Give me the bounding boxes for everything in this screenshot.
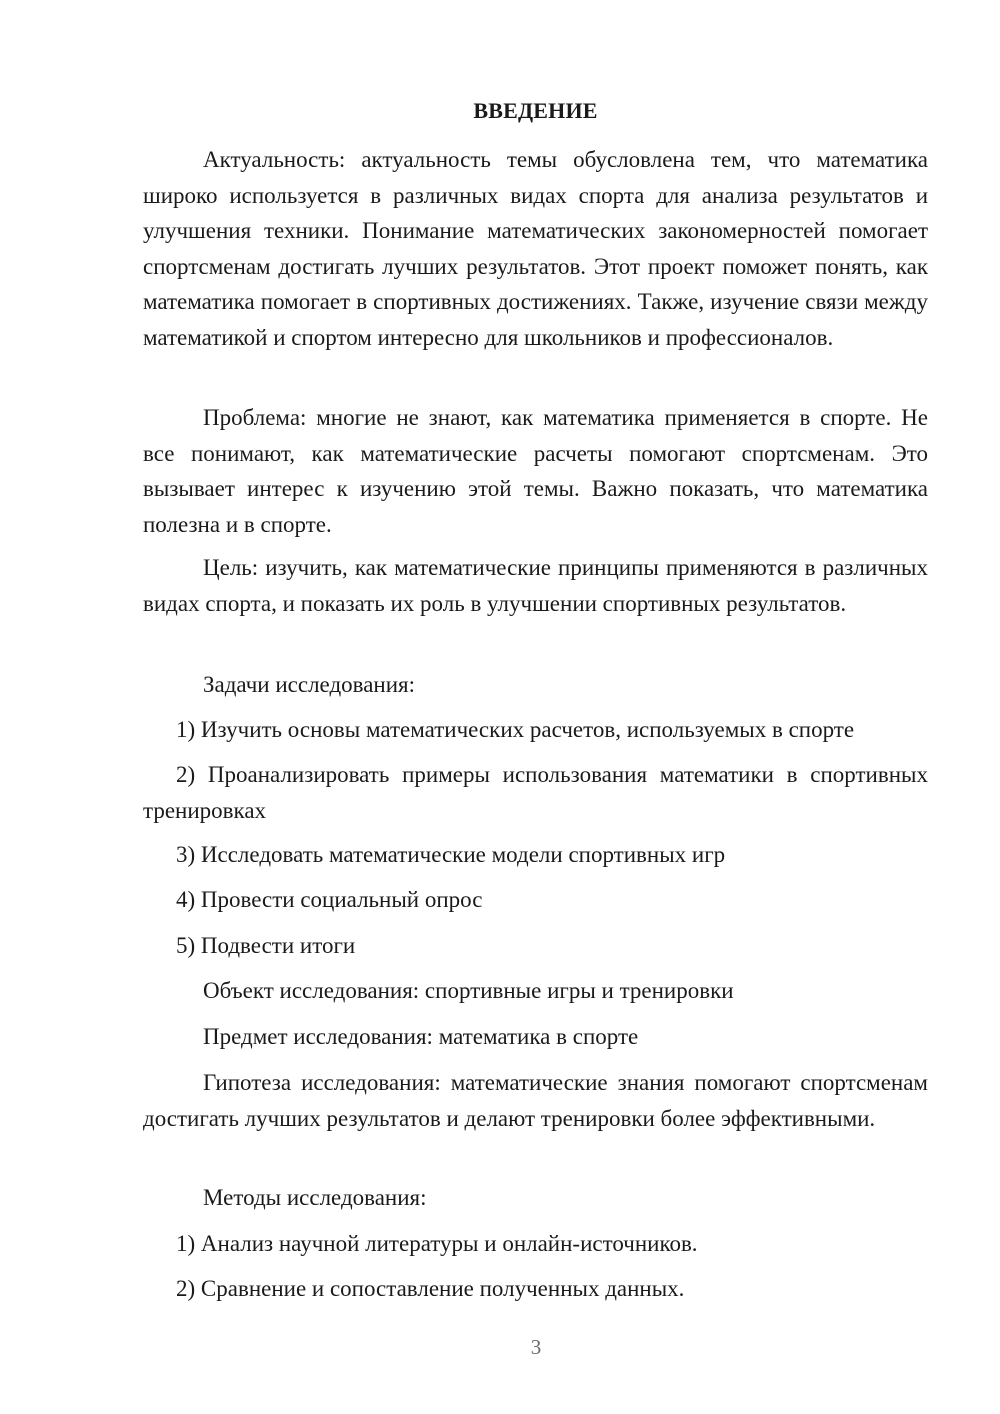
list-item-task-2: 2) Проанализировать примеры использования математики в спортивных тренировках xyxy=(143,762,928,823)
paragraph-subject: Предмет исследования: математика в спорте xyxy=(203,1024,639,1049)
paragraph-object: Объект исследования: спортивные игры и тренировки xyxy=(203,978,734,1003)
list-item-task-1: 1) Изучить основы математических расчетов, используемых в спорте xyxy=(176,717,855,742)
list-item-task-3: 3) Исследовать математические модели спортивных игр xyxy=(176,842,726,867)
page-number: 3 xyxy=(530,1335,542,1359)
list-item-method-1: 1) Анализ научной литературы и онлайн-источников. xyxy=(176,1231,698,1256)
paragraph-relevance: Актуальность: актуальность темы обусловлена тем, что математика широко используется в различных видах спорта для анализа результатов и улучшения техники. Понимание математических закономерностей помогает спортсменам достигать лучших результатов. Этот проект поможет понять, как математика помогает в спортивных достижениях. Также, изучение связи между математикой и спортом интересно для школьников и профессионалов. xyxy=(143,147,928,350)
list-item-task-4: 4) Провести социальный опрос xyxy=(176,887,483,912)
paragraph-methods-heading: Методы исследования: xyxy=(203,1185,427,1210)
list-item-method-2: 2) Сравнение и сопоставление полученных данных. xyxy=(176,1276,685,1301)
paragraph-tasks-heading: Задачи исследования: xyxy=(203,672,416,697)
paragraph-problem: Проблема: многие не знают, как математика применяется в спорте. Не все понимают, как математические расчеты помогают спортсменам. Это вызывает интерес к изучению этой темы. Важно показать, что математика полезна и в спорте. xyxy=(143,405,928,537)
paragraph-goal: Цель: изучить, как математические принципы применяются в различных видах спорта, и показать их роль в улучшении спортивных результатов. xyxy=(143,555,928,616)
section-title: ВВЕДЕНИЕ xyxy=(473,98,598,123)
list-item-task-5: 5) Подвести итоги xyxy=(176,933,356,958)
paragraph-hypothesis: Гипотеза исследования: математические знания помогают спортсменам достигать лучших результатов и делают тренировки более эффективными. xyxy=(143,1070,928,1131)
